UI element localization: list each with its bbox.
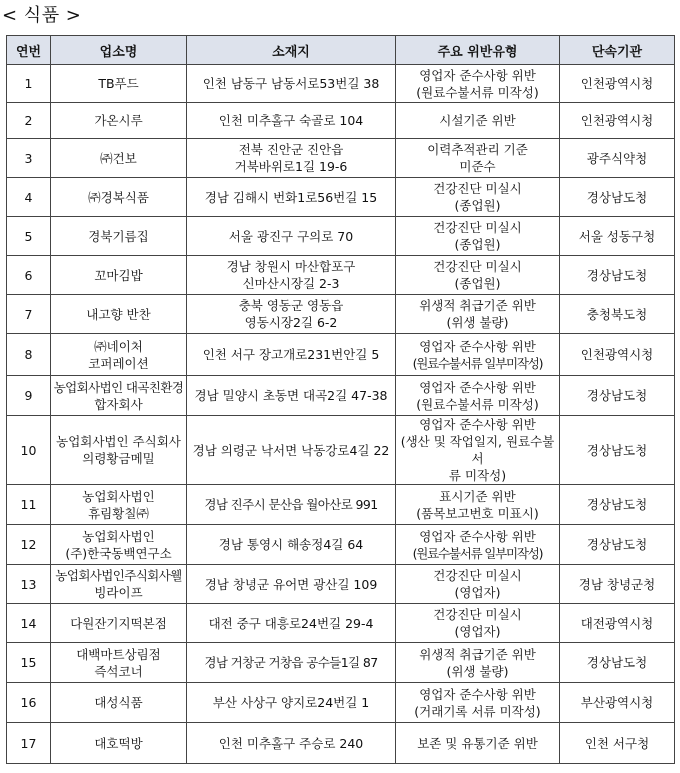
violation-line: 위생적 취급기준 위반 bbox=[419, 298, 536, 313]
name-line: 휴림황칠㈜ bbox=[88, 505, 149, 521]
cell-business-name bbox=[51, 723, 187, 764]
violation-line: (종업원) bbox=[454, 198, 501, 213]
cell-address bbox=[187, 416, 396, 485]
table-row bbox=[7, 334, 675, 376]
cell-violation bbox=[396, 525, 560, 565]
cell-agency: 경남 창녕군청 bbox=[560, 565, 675, 604]
cell-business-name bbox=[51, 525, 187, 565]
cell-no: 14 bbox=[7, 604, 51, 643]
header-violation: 주요 위반유형 bbox=[396, 36, 560, 65]
cell-address bbox=[187, 376, 396, 416]
name-line: 의령황금메밀 bbox=[82, 451, 155, 466]
name-line: 경북기름집 bbox=[88, 228, 149, 244]
cell-agency: 경상남도청 bbox=[560, 525, 675, 565]
cell-agency: 충청북도청 bbox=[560, 295, 675, 334]
violation-line: 영업자 준수사항 위반 bbox=[419, 67, 536, 83]
cell-agency: 경상남도청 bbox=[560, 643, 675, 683]
cell-violation bbox=[396, 485, 560, 525]
name-line: ㈜경복식품 bbox=[88, 189, 149, 205]
address-line: 경남 밀양시 초동면 대곡2길 47-38 bbox=[194, 388, 388, 403]
cell-violation bbox=[396, 565, 560, 604]
address-line: 거북바위로1길 19-6 bbox=[234, 159, 348, 174]
violation-table bbox=[6, 35, 675, 764]
header-address: 소재지 bbox=[187, 36, 396, 65]
cell-business-name bbox=[51, 485, 187, 525]
cell-business-name bbox=[51, 139, 187, 178]
name-line: 농업회사법인 bbox=[82, 528, 155, 544]
address-line: 경남 창원시 마산합포구 bbox=[226, 259, 356, 274]
violation-line: 류 미작성) bbox=[448, 468, 507, 483]
cell-agency: 대전광역시청 bbox=[560, 604, 675, 643]
name-line: 농업회사법인주식회사웰 bbox=[55, 568, 182, 583]
cell-violation bbox=[396, 643, 560, 683]
cell-violation bbox=[396, 65, 560, 103]
violation-line: (품목보고번호 미표시) bbox=[416, 505, 539, 521]
name-line: 꼬마김밥 bbox=[94, 267, 143, 283]
address-line: 영동시장2길 6-2 bbox=[244, 315, 338, 330]
cell-no: 5 bbox=[7, 217, 51, 256]
table-row bbox=[7, 376, 675, 416]
cell-no: 7 bbox=[7, 295, 51, 334]
cell-address bbox=[187, 604, 396, 643]
cell-no: 2 bbox=[7, 103, 51, 139]
cell-agency: 경상남도청 bbox=[560, 178, 675, 217]
table-row bbox=[7, 723, 675, 764]
cell-agency: 서울 성동구청 bbox=[560, 217, 675, 256]
name-line: 즉석코너 bbox=[94, 663, 143, 679]
cell-address bbox=[187, 65, 396, 103]
cell-no: 8 bbox=[7, 334, 51, 376]
cell-no: 4 bbox=[7, 178, 51, 217]
violation-line: (거래기록 서류 미작성) bbox=[414, 703, 541, 719]
cell-business-name bbox=[51, 604, 187, 643]
cell-violation bbox=[396, 604, 560, 643]
cell-address bbox=[187, 334, 396, 376]
cell-no: 1 bbox=[7, 65, 51, 103]
violation-line: 위생적 취급기준 위반 bbox=[419, 646, 536, 662]
cell-address bbox=[187, 217, 396, 256]
cell-no: 13 bbox=[7, 565, 51, 604]
cell-violation bbox=[396, 376, 560, 416]
name-line: 농업회사법인 bbox=[82, 488, 155, 504]
cell-agency: 경상남도청 bbox=[560, 485, 675, 525]
violation-line: 영업자 준수사항 위반 bbox=[419, 528, 536, 544]
cell-violation bbox=[396, 723, 560, 764]
table-row bbox=[7, 178, 675, 217]
name-line: 농업회사법인 주식회사 bbox=[56, 434, 181, 449]
cell-violation bbox=[396, 295, 560, 334]
violation-line: 건강진단 미실시 bbox=[433, 607, 522, 622]
cell-address bbox=[187, 256, 396, 295]
violation-line: (원료수불서류 일부미작성) bbox=[412, 545, 543, 561]
violation-line: 건강진단 미실시 bbox=[433, 181, 522, 196]
table-row bbox=[7, 256, 675, 295]
violation-line: (생산 및 작업일지, 원료수불서 bbox=[400, 434, 555, 466]
cell-no: 11 bbox=[7, 485, 51, 525]
name-line: 대성식품 bbox=[94, 695, 143, 710]
table-header-row bbox=[7, 36, 675, 65]
violation-line: 건강진단 미실시 bbox=[433, 259, 522, 274]
violation-line: 이력추적관리 기준 bbox=[427, 142, 528, 157]
cell-address bbox=[187, 485, 396, 525]
cell-agency: 경상남도청 bbox=[560, 376, 675, 416]
cell-violation bbox=[396, 217, 560, 256]
cell-business-name bbox=[51, 217, 187, 256]
address-line: 인천 서구 장고개로231번안길 5 bbox=[202, 347, 380, 362]
violation-line: (위생 불량) bbox=[446, 663, 509, 679]
header-business-name: 업소명 bbox=[51, 36, 187, 65]
cell-no: 3 bbox=[7, 139, 51, 178]
address-line: 인천 남동구 남동서로53번길 38 bbox=[202, 76, 380, 91]
table-row bbox=[7, 565, 675, 604]
cell-agency: 인천광역시청 bbox=[560, 103, 675, 139]
header-no: 연번 bbox=[7, 36, 51, 65]
cell-address bbox=[187, 643, 396, 683]
cell-business-name bbox=[51, 65, 187, 103]
name-line: 가온시루 bbox=[94, 113, 143, 128]
violation-line: 영업자 준수사항 위반 bbox=[419, 417, 536, 432]
cell-agency: 경상남도청 bbox=[560, 416, 675, 485]
cell-violation bbox=[396, 256, 560, 295]
address-line: 신마산시장길 2-3 bbox=[242, 276, 340, 291]
address-line: 전북 진안군 진안읍 bbox=[238, 142, 344, 157]
name-line: 빙라이프 bbox=[94, 585, 143, 600]
violation-line: 표시기준 위반 bbox=[439, 488, 516, 504]
cell-address bbox=[187, 525, 396, 565]
cell-address bbox=[187, 565, 396, 604]
address-line: 경남 의령군 낙서면 낙동강로4길 22 bbox=[192, 442, 390, 458]
cell-violation bbox=[396, 139, 560, 178]
table-row bbox=[7, 295, 675, 334]
cell-business-name bbox=[51, 643, 187, 683]
cell-address bbox=[187, 139, 396, 178]
section-heading: < 식품 > bbox=[2, 5, 82, 26]
cell-address bbox=[187, 723, 396, 764]
address-line: 인천 미추홀구 숙골로 104 bbox=[218, 113, 364, 128]
table-body bbox=[7, 65, 675, 764]
violation-line: 영업자 준수사항 위반 bbox=[419, 338, 536, 354]
violation-line: 보존 및 유통기준 위반 bbox=[417, 735, 538, 751]
table-row bbox=[7, 525, 675, 565]
table-row bbox=[7, 643, 675, 683]
cell-violation bbox=[396, 683, 560, 723]
cell-agency: 인천 서구청 bbox=[560, 723, 675, 764]
cell-agency: 인천광역시청 bbox=[560, 65, 675, 103]
violation-line: 미준수 bbox=[459, 159, 496, 174]
name-line: 다원잔기지떡본점 bbox=[70, 615, 167, 631]
table-row bbox=[7, 103, 675, 139]
violation-line: 영업자 준수사항 위반 bbox=[419, 686, 536, 702]
address-line: 경남 진주시 문산읍 월아산로 991 bbox=[204, 497, 378, 512]
table-row bbox=[7, 604, 675, 643]
header-agency: 단속기관 bbox=[560, 36, 675, 65]
cell-business-name bbox=[51, 256, 187, 295]
cell-business-name bbox=[51, 683, 187, 723]
address-line: 충북 영동군 영동읍 bbox=[238, 298, 344, 313]
cell-no: 10 bbox=[7, 416, 51, 485]
violation-line: 건강진단 미실시 bbox=[433, 220, 522, 235]
cell-violation bbox=[396, 416, 560, 485]
cell-agency: 부산광역시청 bbox=[560, 683, 675, 723]
cell-agency: 인천광역시청 bbox=[560, 334, 675, 376]
name-line: (주)한국동백연구소 bbox=[65, 545, 172, 561]
address-line: 부산 사상구 양지로24번길 1 bbox=[212, 695, 370, 710]
table-row bbox=[7, 416, 675, 485]
violation-line: (위생 불량) bbox=[446, 315, 509, 330]
violation-line: (영업자) bbox=[454, 585, 501, 600]
violation-line: 시설기준 위반 bbox=[439, 113, 516, 128]
cell-agency: 광주식약청 bbox=[560, 139, 675, 178]
violation-line: 건강진단 미실시 bbox=[433, 568, 522, 583]
cell-address bbox=[187, 683, 396, 723]
cell-business-name bbox=[51, 565, 187, 604]
address-line: 서울 광진구 구의로 70 bbox=[228, 228, 354, 244]
name-line: 내고향 반찬 bbox=[86, 306, 151, 322]
cell-address bbox=[187, 178, 396, 217]
cell-violation bbox=[396, 103, 560, 139]
cell-business-name bbox=[51, 376, 187, 416]
name-line: TB푸드 bbox=[98, 76, 139, 91]
address-line: 경남 창녕군 유어면 광산길 109 bbox=[204, 576, 378, 592]
name-line: 코퍼레이션 bbox=[88, 355, 149, 371]
table-row bbox=[7, 65, 675, 103]
cell-business-name bbox=[51, 103, 187, 139]
name-line: 대백마트상림점 bbox=[76, 646, 161, 662]
address-line: 경남 김해시 번화1로56번길 15 bbox=[204, 189, 378, 205]
cell-violation bbox=[396, 178, 560, 217]
cell-business-name bbox=[51, 295, 187, 334]
violation-line: 영업자 준수사항 위반 bbox=[419, 379, 536, 395]
cell-business-name bbox=[51, 416, 187, 485]
cell-no: 9 bbox=[7, 376, 51, 416]
name-line: 대호떡방 bbox=[94, 735, 143, 751]
cell-no: 6 bbox=[7, 256, 51, 295]
name-line: ㈜건보 bbox=[100, 150, 137, 166]
violation-line: (영업자) bbox=[454, 624, 501, 639]
violation-line: (원료수불서류 미작성) bbox=[416, 396, 539, 412]
address-line: 대전 중구 대흥로24번길 29-4 bbox=[208, 615, 374, 631]
address-line: 경남 통영시 해송정4길 64 bbox=[218, 537, 364, 552]
cell-no: 15 bbox=[7, 643, 51, 683]
address-line: 인천 미추홀구 주승로 240 bbox=[218, 735, 364, 751]
violation-line: (종업원) bbox=[454, 237, 501, 252]
cell-violation bbox=[396, 334, 560, 376]
table-row bbox=[7, 217, 675, 256]
cell-no: 12 bbox=[7, 525, 51, 565]
address-line: 경남 거창군 거창읍 공수들1길 87 bbox=[204, 655, 378, 670]
violation-line: (원료수불서류 미작성) bbox=[416, 84, 539, 100]
violation-line: (원료수불서류 일부미작성) bbox=[412, 355, 543, 371]
violation-line: (종업원) bbox=[454, 276, 501, 291]
cell-no: 17 bbox=[7, 723, 51, 764]
cell-business-name bbox=[51, 178, 187, 217]
table-row bbox=[7, 683, 675, 723]
cell-agency: 경상남도청 bbox=[560, 256, 675, 295]
cell-address bbox=[187, 295, 396, 334]
table-row bbox=[7, 139, 675, 178]
name-line: 합자회사 bbox=[94, 396, 143, 412]
cell-business-name bbox=[51, 334, 187, 376]
cell-address bbox=[187, 103, 396, 139]
name-line: 농업회사법인 대곡친환경 bbox=[53, 379, 184, 395]
cell-no: 16 bbox=[7, 683, 51, 723]
table-row bbox=[7, 485, 675, 525]
name-line: ㈜네이처 bbox=[94, 338, 143, 354]
